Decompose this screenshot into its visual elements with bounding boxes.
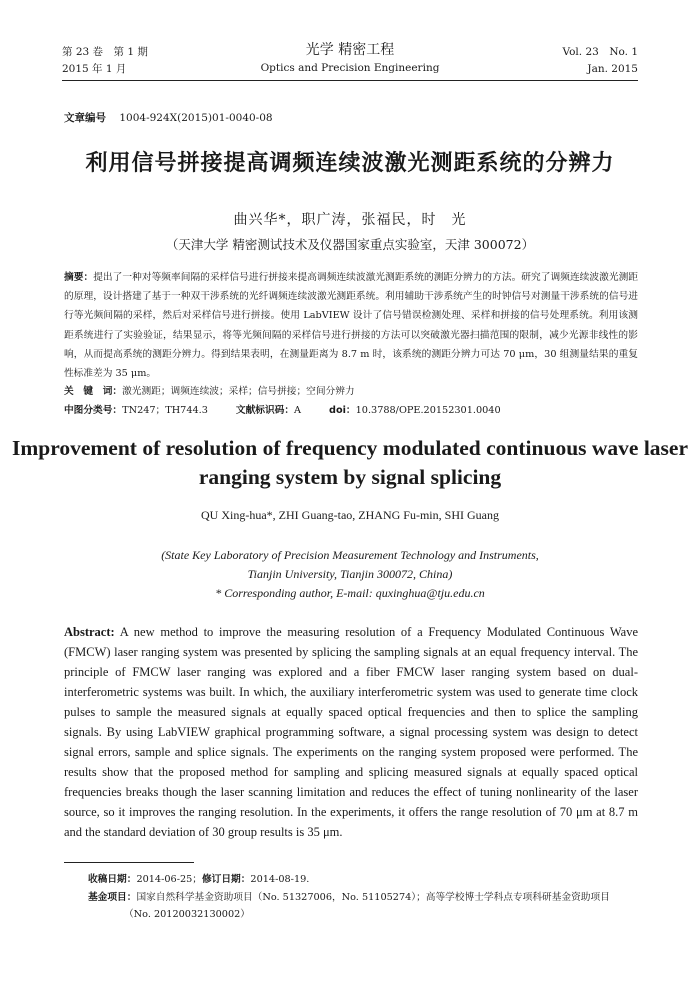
fund-text-continued: （No. 20120032130002） (124, 909, 250, 920)
article-number-label: 文章编号 (64, 112, 106, 124)
header-volume: 第 23 卷 第 1 期 (62, 46, 148, 58)
clc-value: TN247；TH744.3 (122, 405, 208, 416)
header-volume-en: Vol. 23 No. 1 (562, 46, 638, 58)
footnote-dates (88, 871, 640, 888)
header-date-cn: 2015 年 1 月 (62, 63, 127, 75)
keywords-cn-text: 激光测距；调频连续波；采样；信号拼接；空间分辨力 (122, 386, 355, 397)
corresponding-author: * Corresponding author, E-mail: quxinghua@tju.edu.cn (215, 586, 485, 600)
affiliation-en-line2: Tianjin University, Tianjin 300072, China) (247, 567, 453, 581)
abstract-cn-text: 提出了一种对等频率间隔的采样信号进行拼接来提高调频连续波激光测距系统的测距分辨力的方法。研究了调频连续波激光测距的原理，设计搭建了基于一种双干涉系统的光纤调频连续波激光测距系统。利用辅助干涉系统产生的时钟信号对测量干涉系统的信号进行等光频间隔的采样，然后对采样信号进行拼接。使用 LabVIEW 设计了信号错误检测处理、采样和拼接的信号处理系统。利用该测距系统进行了实验验证，结果显示，将等光频间隔的采样信号进行拼接的方法可以突破激光器扫描范围的限制，减少光源非线性的影响，从而提高系统的测距分辨力。得到结果表明，在测量距离为 8.7 m 时，该系统的测距分辨力可达 70 μm，30 组测量结果的重复性标准差为 35 μm。 (64, 272, 639, 380)
abstract-cn (64, 268, 638, 383)
affiliation-cn: （天津大学 精密测试技术及仪器国家重点实验室，天津 300072） (165, 237, 535, 252)
header-volume-info-en (562, 44, 638, 78)
article-number (64, 110, 273, 125)
footnote-divider (64, 862, 194, 863)
journal-name-en: Optics and Precision Engineering (260, 62, 440, 74)
keywords-cn (64, 383, 355, 397)
header-date-en: Jan. 2015 (587, 63, 638, 75)
authors-en: QU Xing-hua*, ZHI Guang-tao, ZHANG Fu-min, SHI Guang (201, 508, 499, 522)
keywords-cn-label: 关 键 词： (64, 386, 123, 397)
footnote-funding (88, 889, 640, 923)
classification-cn (64, 402, 501, 416)
fund-label: 基金项目： (88, 892, 137, 903)
title-cn: 利用信号拼接提高调频连续波激光测距系统的分辨力 (85, 151, 615, 176)
abstract-cn-label: 摘要： (64, 272, 94, 283)
doi-value: 10.3788/OPE.20152301.0040 (355, 405, 501, 416)
authors-cn: 曲兴华*，职广涛，张福民，时 光 (233, 212, 467, 228)
affiliation-en-line1: (State Key Laboratory of Precision Measurement Technology and Instruments, (161, 548, 539, 562)
received-value: 2014-06-25； (136, 874, 202, 885)
doi-label: doi： (329, 405, 356, 416)
abstract-en (64, 622, 638, 842)
article-number-value: 1004-924X(2015)01-0040-08 (119, 112, 273, 124)
affiliation-en (0, 546, 700, 603)
revised-label: 修订日期： (201, 874, 251, 885)
journal-name-cn: 光学 精密工程 (305, 42, 395, 58)
header-divider (62, 80, 638, 81)
abstract-en-text: A new method to improve the measuring resolution of a Frequency Modulated Continuous Wave (FMCW) laser ranging system was presented by splicing the sampling signals at an equal frequency interval. The principle of FMCW laser ranging was explored and a fiber FMCW laser ranging system based on dual-interferometric systems was built. In which, the auxiliary interferometric system was used to generate time clock pulses to sample the measured signals at equally spaced optical frequencies and then to splice the sampling signals. By using LabVIEW graphical programming software, a signal processing system was design to detect signal errors, sample and splice signals. The experiments on the ranging system proposed were performed. The results show that the proposed method for sampling and splicing measured signals at equally spaced optical frequencies breaks though the laser scanning limitation and reduces the effect of tuning nonlinearity of the laser source, so it improves the ranging resolution. In the experiments, it offers the range resolution of 70 μm at 8.7 m and the standard deviation of 30 group results is 35 μm. (64, 625, 639, 839)
abstract-en-label: Abstract: (64, 625, 115, 639)
revised-value: 2014-08-19. (250, 874, 310, 885)
doc-code-value: A (294, 405, 302, 416)
received-label: 收稿日期： (88, 874, 137, 885)
fund-text: 国家自然科学基金资助项目（No. 51327006，No. 51105274）；高等学校博士学科点专项科研基金资助项目 (136, 892, 610, 903)
doc-code-label: 文献标识码： (235, 405, 295, 416)
title-en: Improvement of resolution of frequency modulated continuous wave laser ranging system by signal splicing (11, 436, 689, 489)
clc-label: 中图分类号： (64, 405, 123, 416)
